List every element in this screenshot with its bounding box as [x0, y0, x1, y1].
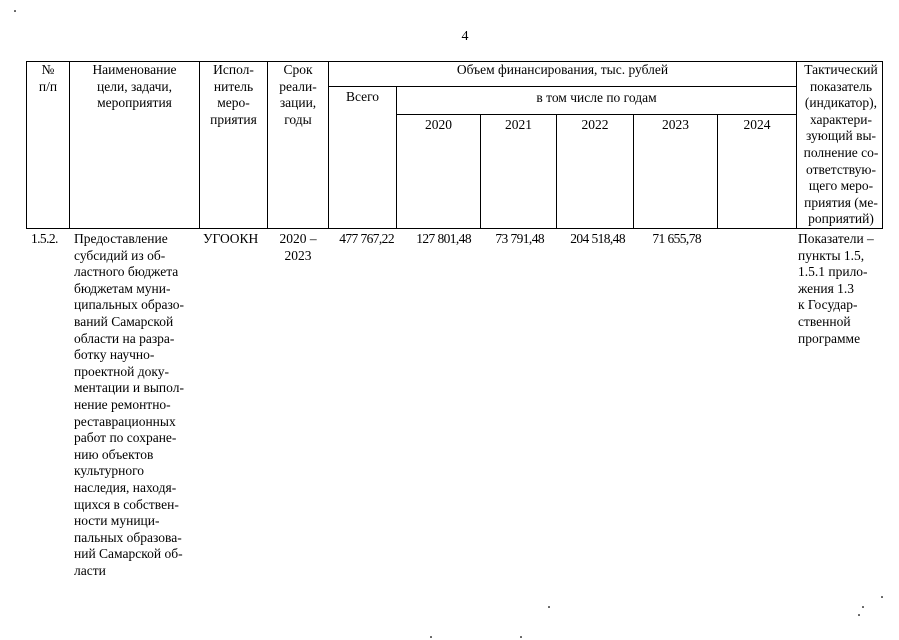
row-indicator: Показатели – пункты 1.5, 1.5.1 прило- жения 1.3 к Государ- ственной программе — [798, 231, 874, 346]
header-total: Всего — [345, 89, 380, 104]
row-executor: УГООКН — [203, 231, 259, 246]
header-bottom-border — [26, 228, 883, 229]
header-number: № п/п — [38, 62, 58, 94]
row-name: Предоставление субсидий из об- ластного бюджета бюджетам муни- ципальных образо- ваний Самарской области на разра- ботку научно- проектной доку- ментации и выпол- нение ремонтно- реставрационных работ по сохране- нию объектов культурного наследия, находя- щихся в собствен- ности муници- пальных образова- ний Самарской об- ласти — [74, 231, 184, 578]
scan-speck — [14, 10, 16, 12]
header-rule-financing — [328, 86, 796, 87]
scan-speck — [520, 636, 522, 638]
row-2023: 71 655,78 — [652, 231, 701, 246]
header-period: Срок реали- зации, годы — [279, 62, 317, 127]
scan-speck — [862, 606, 864, 608]
row-total: 477 767,22 — [339, 231, 394, 246]
header-year-2023: 2023 — [662, 117, 689, 132]
scan-speck — [881, 596, 883, 598]
col-divider-5 — [396, 86, 397, 229]
scan-speck — [430, 636, 432, 638]
header-year-2024: 2024 — [743, 117, 771, 132]
row-number: 1.5.2. — [31, 231, 58, 246]
page-number: 4 — [461, 29, 469, 44]
col-divider-4 — [328, 61, 329, 229]
scan-speck — [548, 606, 550, 608]
header-name: Наименование цели, задачи, мероприятия — [92, 62, 177, 111]
header-financing: Объем финансирования, тыс. рублей — [456, 62, 669, 77]
row-2022: 204 518,48 — [570, 231, 625, 246]
header-year-2021: 2021 — [505, 117, 532, 132]
row-2020: 127 801,48 — [416, 231, 471, 246]
row-period: 2020 – 2023 — [279, 231, 317, 263]
header-by-year: в том числе по годам — [536, 90, 657, 105]
header-year-2020: 2020 — [425, 117, 452, 132]
scan-speck — [858, 614, 860, 616]
header-year-2022: 2022 — [581, 117, 609, 132]
header-rule-by-year — [396, 114, 796, 115]
header-indicator: Тактический показатель (индикатор), характери- зующий вы- полнение со- ответствую- щего меро- приятия (ме- роприятий) — [803, 62, 879, 227]
row-2021: 73 791,48 — [495, 231, 544, 246]
header-executor: Испол- нитель меро- приятия — [210, 62, 257, 127]
